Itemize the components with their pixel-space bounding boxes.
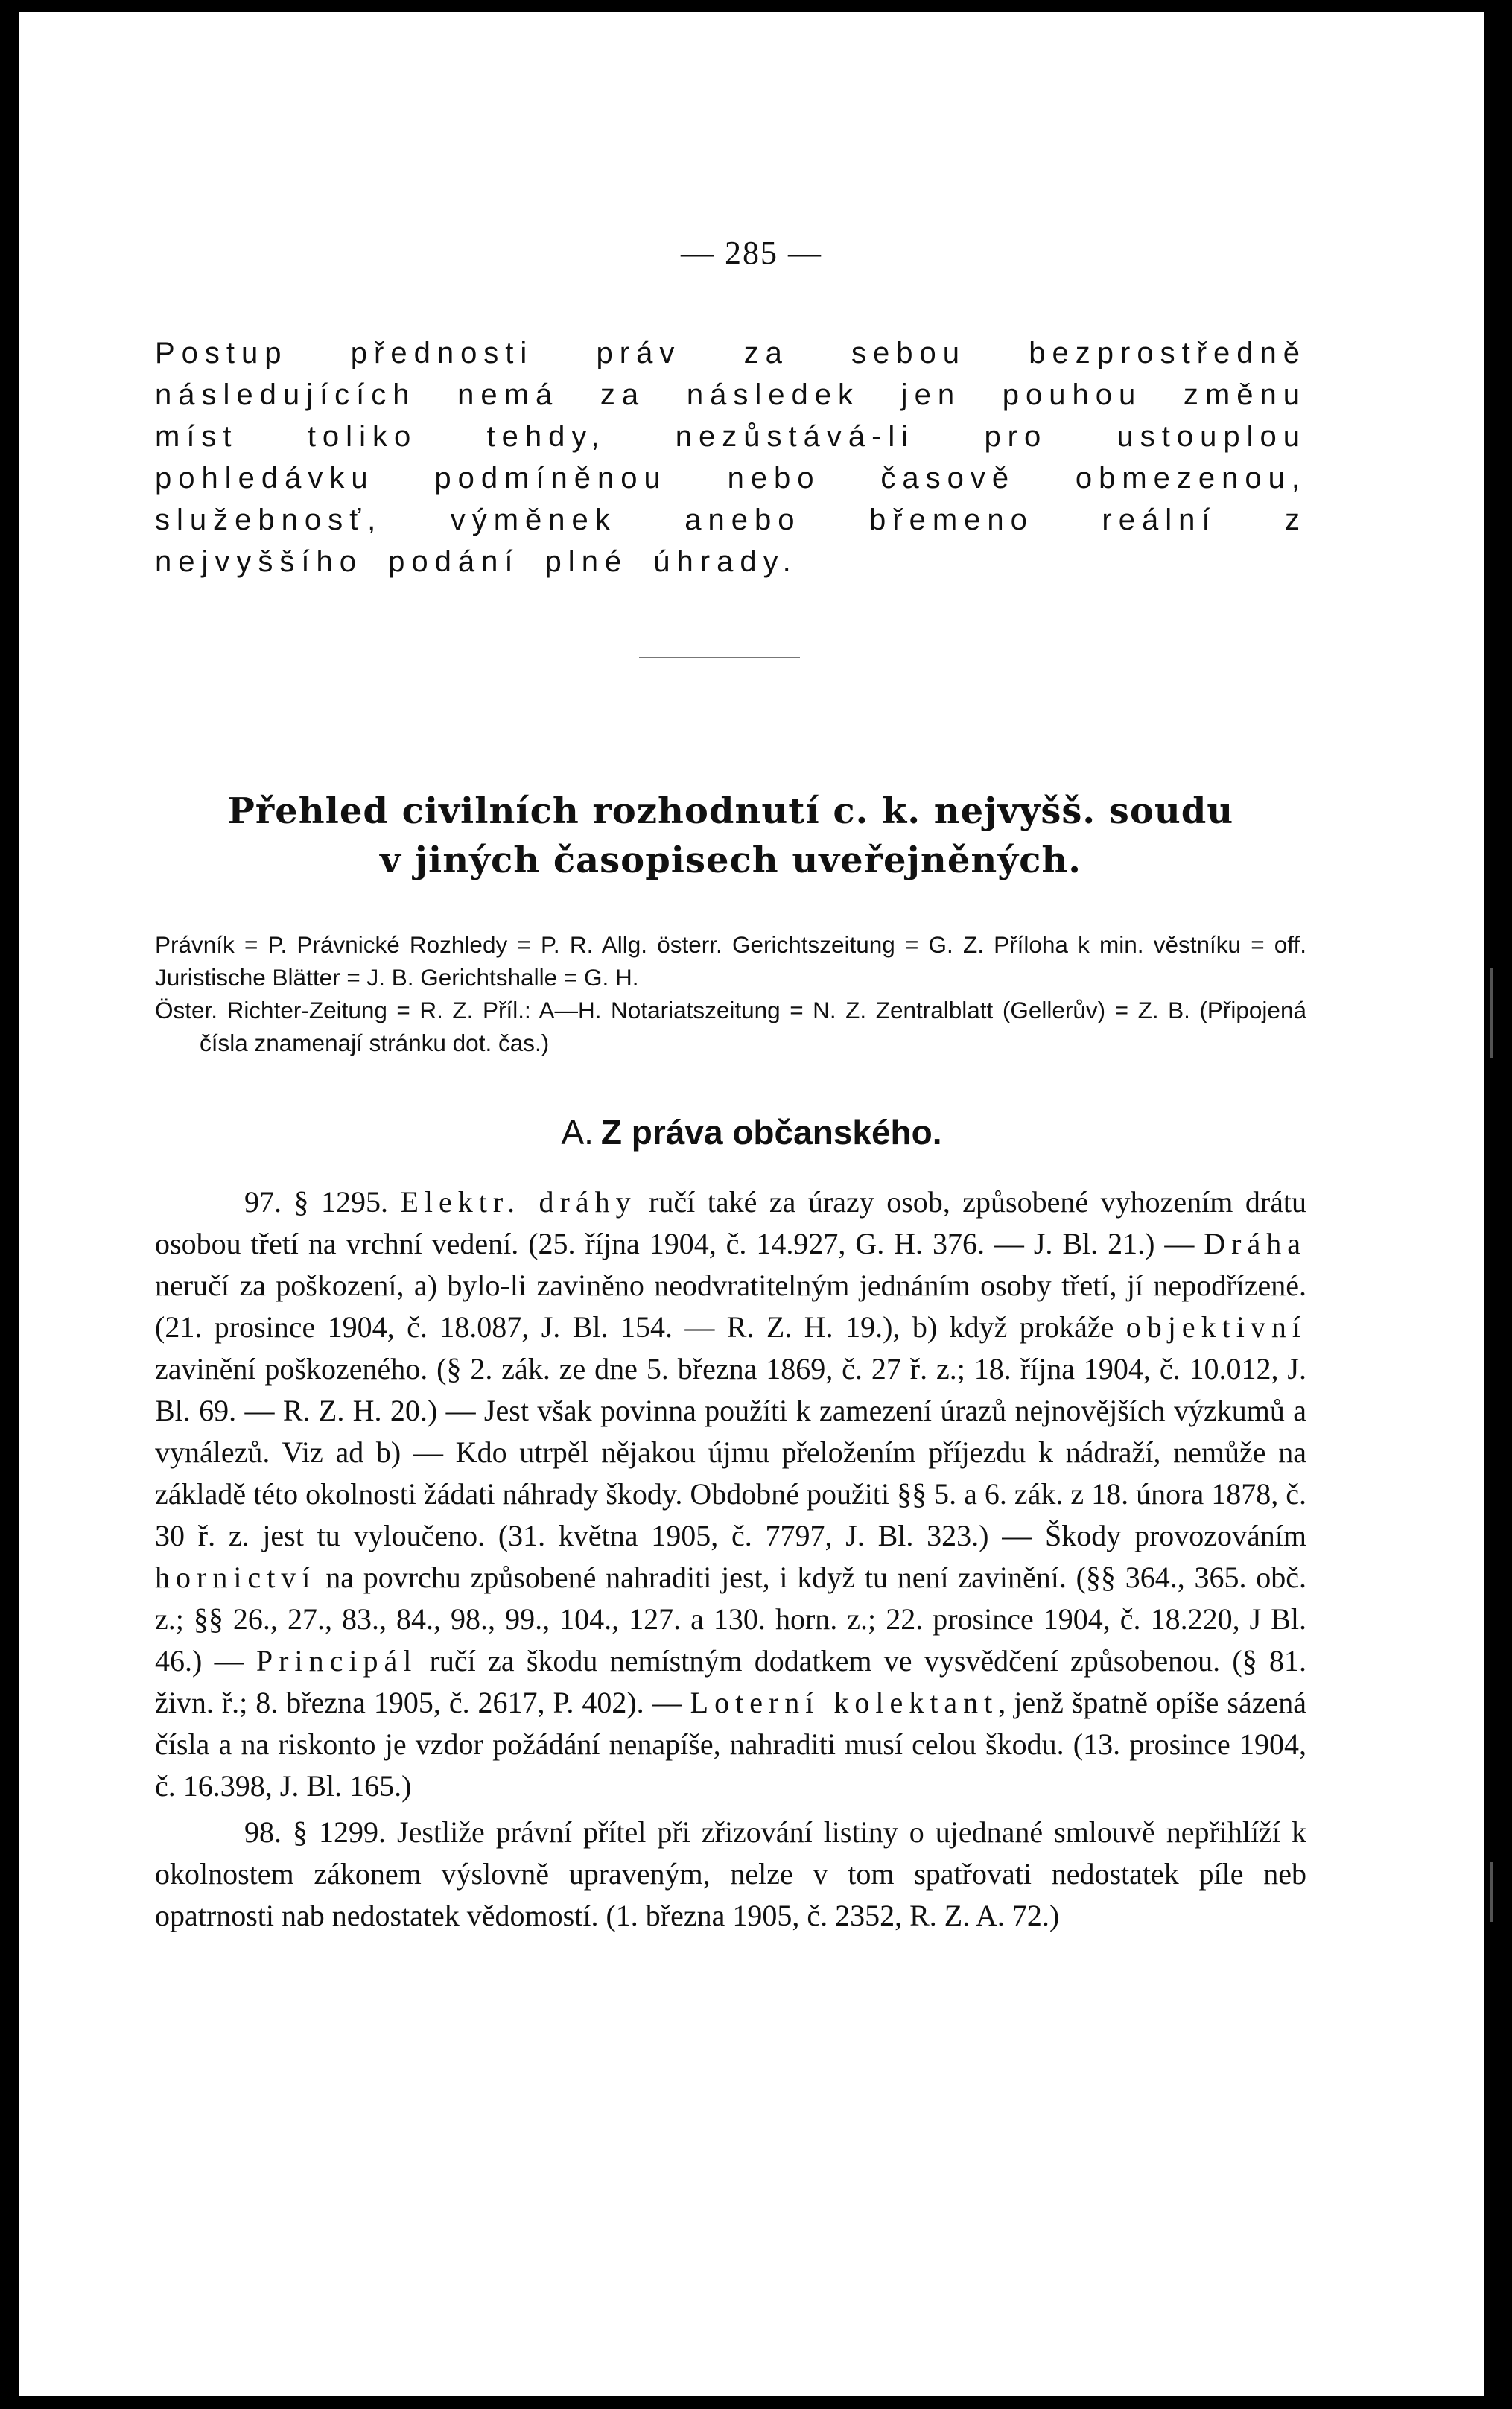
entry-97-keyword-lottery-collector: Loterní kolektant (690, 1686, 999, 1719)
section-title (155, 787, 1306, 885)
entries (155, 1181, 1306, 1937)
entry-97-keyword-railway: Dráha (1204, 1227, 1306, 1260)
entry-97-text-6: , jenž špatně opíše sázená čísla a na riskonto je vzdor požádání nenapíše, nahraditi musí celou škodu. (13. prosince 1904, č. 16.398, J. Bl. 165.) (155, 1686, 1306, 1803)
entry-97-keyword-mining: hornictví (155, 1561, 317, 1594)
intro-paragraph: Postup přednosti práv za sebou bezprostředně následujících nemá za následek jen pouhou změnu míst toliko tehdy, nezůstává-li pro ustouplou pohledávku podmíněnou nebo časově obmezenou, služebnosť, výměnek anebo břemeno reální z nejvyššího podání plné úhrady. (155, 337, 1306, 578)
entry-97-keyword-objective: objektivní (1125, 1310, 1306, 1344)
entry-97-keyword-electric-railway: Elektr. dráhy (400, 1185, 637, 1219)
abbreviations-line-2: Öster. Richter-Zeitung = R. Z. Příl.: A—H. Notariatszeitung = N. Z. Zentralblatt (Gellerův) = Z. B. (Připojená čísla znamenají stránku dot. čas.) (155, 997, 1306, 1056)
entry-97 (155, 1181, 1306, 1807)
document-page (19, 12, 1484, 2396)
section-title-line-1: Přehled civilních rozhodnutí c. k. nejvyšš. soudu (227, 790, 1234, 832)
section-title-line-2: v jiných časopisech uveřejněných. (380, 840, 1081, 881)
entry-98: 98. § 1299. Jestliže právní přítel při zřizování listiny o ujednané smlouvě nepřihlíží k okolnostem zákonem výslovně upraveným, nelze v tom spatřovati nedostatek píle neb opatrnosti nab nedostatek vědomostí. (1. března 1905, č. 2352, R. Z. A. 72.) (155, 1815, 1306, 1932)
entry-97-start: 97. § 1295. (244, 1185, 401, 1219)
subheading-title: Z práva občanského. (600, 1113, 942, 1152)
subheading-letter: A. (561, 1113, 594, 1152)
page-number: — 285 — (681, 235, 822, 271)
scan-edge-mark (1490, 968, 1493, 1058)
separator-rule (639, 657, 800, 658)
entry-97-text-4: na povrchu způsobené nahraditi jest, i když tu není zavinění. (§§ 364., 365. obč. z.; §§ 26., 27., 83., 84., 98., 99., 104., 127. a 130. horn. z.; 22. prosince 1904, č. 18.220, J Bl. 46.) — (155, 1561, 1306, 1678)
subheading (19, 1111, 1484, 1153)
entry-97-text-1: ručí také za úrazy osob, způsobené vyhozením drátu osobou třetí na vrchní vedení. (25. října 1904, č. 14.927, G. H. 376. — J. Bl. 21.) — (155, 1185, 1307, 1260)
scan-edge-mark (1490, 1862, 1493, 1922)
entry-97-text-3: zavinění poškozeného. (§ 2. zák. ze dne 5. března 1869, č. 27 ř. z.; 18. října 1904, č. 10.012, J. Bl. 69. — R. Z. H. 20.) — Jest však povinna použíti k zamezení úrazů nejnovějších výzkumů a vynálezů. Viz ad b) — Kdo utrpěl nějakou újmu přeložením příjezdu k nádraží, nemůže na základě této okolnosti žádati náhrady škody. Obdobné použiti §§ 5. a 6. zák. z 18. února 1878, č. 30 ř. z. jest tu vyloučeno. (31. května 1905, č. 7797, J. Bl. 323.) — Škody provozováním (155, 1352, 1306, 1552)
abbreviation-legend (155, 928, 1306, 1059)
entry-97-text-2: neručí za poškození, a) bylo-li zaviněno neodvratitelným jednáním osoby třetí, jí nepodřízené. (21. prosince 1904, č. 18.087, J. Bl. 154. — R. Z. H. 19.), b) když prokáže (155, 1269, 1306, 1344)
abbreviations-line-1: Právník = P. Právnické Rozhledy = P. R. Allg. österr. Gerichtszeitung = G. Z. Příloha k min. věstníku = off. Juristische Blätter = J. B. Gerichtshalle = G. H. (155, 931, 1306, 991)
entry-97-keyword-principal: Principál (255, 1644, 418, 1678)
entry-97-text-5: ručí za škodu nemístným dodatkem ve vysvědčení způsobenou. (§ 81. živn. ř.; 8. března 1905, č. 2617, P. 402). — (155, 1644, 1306, 1719)
scan-border-right (1484, 0, 1512, 2409)
